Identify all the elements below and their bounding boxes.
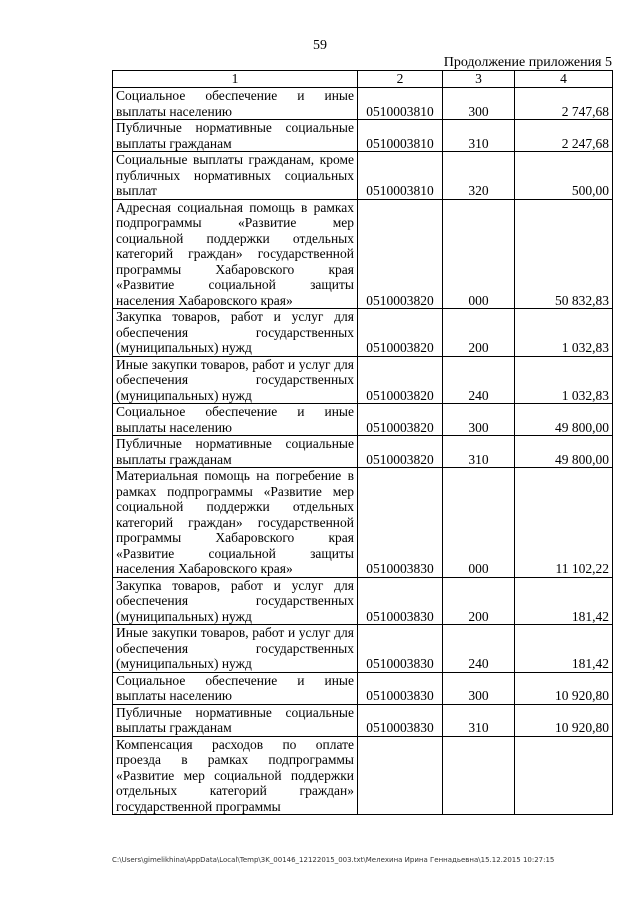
row-name-cell: Социальные выплаты гражданам, кроме публичных нормативных социальных выплат [113, 152, 358, 200]
row-type-cell: 300 [443, 404, 515, 436]
row-sum-cell: 181,42 [515, 625, 613, 673]
row-name-cell: Иные закупки товаров, работ и услуг для обеспечения государственных (муниципальных) нужд [113, 356, 358, 404]
row-sum-cell: 49 800,00 [515, 404, 613, 436]
header-cell-4: 4 [515, 71, 613, 88]
table-row [113, 152, 613, 200]
row-sum-cell: 50 832,83 [515, 199, 613, 309]
row-code-cell: 0510003830 [358, 577, 443, 625]
row-code-cell: 0510003810 [358, 152, 443, 200]
header-cell-2: 2 [358, 71, 443, 88]
table-row [113, 436, 613, 468]
row-name-cell: Публичные нормативные социальные выплаты гражданам [113, 120, 358, 152]
row-type-cell: 310 [443, 120, 515, 152]
row-code-cell: 0510003820 [358, 436, 443, 468]
row-type-cell [443, 736, 515, 815]
row-code-cell: 0510003830 [358, 672, 443, 704]
row-code-cell: 0510003820 [358, 356, 443, 404]
row-sum-cell: 2 747,68 [515, 88, 613, 120]
row-name-cell: Материальная помощь на погребение в рамках подпрограммы «Развитие мер социальной поддержки отдельных категорий граждан» государственной программы Хабаровского края «Развитие социальной защиты населения Хабаровского края» [113, 468, 358, 578]
row-code-cell: 0510003820 [358, 199, 443, 309]
row-name-cell: Социальное обеспечение и иные выплаты населению [113, 672, 358, 704]
row-sum-cell: 49 800,00 [515, 436, 613, 468]
row-code-cell: 0510003830 [358, 704, 443, 736]
row-code-cell [358, 736, 443, 815]
row-name-cell: Публичные нормативные социальные выплаты гражданам [113, 436, 358, 468]
row-sum-cell: 2 247,68 [515, 120, 613, 152]
table-row [113, 120, 613, 152]
row-code-cell: 0510003820 [358, 309, 443, 357]
table-row [113, 199, 613, 309]
row-type-cell: 000 [443, 199, 515, 309]
row-name-cell: Закупка товаров, работ и услуг для обеспечения государственных (муниципальных) нужд [113, 309, 358, 357]
budget-table [112, 70, 613, 815]
row-sum-cell: 181,42 [515, 577, 613, 625]
row-type-cell: 240 [443, 356, 515, 404]
table-row [113, 468, 613, 578]
row-sum-cell: 1 032,83 [515, 309, 613, 357]
table-row [113, 577, 613, 625]
table-row [113, 404, 613, 436]
row-type-cell: 200 [443, 309, 515, 357]
footer-file-path: C:\Users\gimelikhina\AppData\Local\Temp\3K_00146_12122015_003.txt\Мелехина Ирина Геннадьевна\15.12.2015 10:27:15 [112, 856, 555, 864]
row-code-cell: 0510003810 [358, 88, 443, 120]
table-row [113, 309, 613, 357]
row-code-cell: 0510003810 [358, 120, 443, 152]
table-header-row [113, 71, 613, 88]
table-row [113, 704, 613, 736]
row-code-cell: 0510003830 [358, 625, 443, 673]
header-cell-1: 1 [113, 71, 358, 88]
row-type-cell: 310 [443, 704, 515, 736]
row-name-cell: Социальное обеспечение и иные выплаты населению [113, 404, 358, 436]
header-cell-3: 3 [443, 71, 515, 88]
row-type-cell: 320 [443, 152, 515, 200]
row-name-cell: Адресная социальная помощь в рамках подпрограммы «Развитие мер социальной поддержки отдельных категорий граждан» государственной программы Хабаровского края «Развитие социальной защиты населения Хабаровского края» [113, 199, 358, 309]
row-sum-cell [515, 736, 613, 815]
row-sum-cell: 11 102,22 [515, 468, 613, 578]
row-type-cell: 300 [443, 672, 515, 704]
row-type-cell: 310 [443, 436, 515, 468]
row-type-cell: 000 [443, 468, 515, 578]
appendix-continuation-label: Продолжение приложения 5 [443, 55, 612, 70]
row-name-cell: Публичные нормативные социальные выплаты гражданам [113, 704, 358, 736]
row-name-cell: Закупка товаров, работ и услуг для обеспечения государственных (муниципальных) нужд [113, 577, 358, 625]
row-name-cell: Компенсация расходов по оплате проезда в рамках подпрограммы «Развитие мер социальной поддержки отдельных категорий граждан» государственной программы [113, 736, 358, 815]
row-type-cell: 200 [443, 577, 515, 625]
row-sum-cell: 500,00 [515, 152, 613, 200]
table-row [113, 736, 613, 815]
row-type-cell: 300 [443, 88, 515, 120]
table-row [113, 672, 613, 704]
table-row [113, 625, 613, 673]
row-sum-cell: 1 032,83 [515, 356, 613, 404]
row-sum-cell: 10 920,80 [515, 704, 613, 736]
row-name-cell: Социальное обеспечение и иные выплаты населению [113, 88, 358, 120]
page-number: 59 [313, 38, 327, 53]
row-sum-cell: 10 920,80 [515, 672, 613, 704]
row-type-cell: 240 [443, 625, 515, 673]
table-row [113, 88, 613, 120]
row-name-cell: Иные закупки товаров, работ и услуг для обеспечения государственных (муниципальных) нужд [113, 625, 358, 673]
row-code-cell: 0510003830 [358, 468, 443, 578]
table-row [113, 356, 613, 404]
row-code-cell: 0510003820 [358, 404, 443, 436]
